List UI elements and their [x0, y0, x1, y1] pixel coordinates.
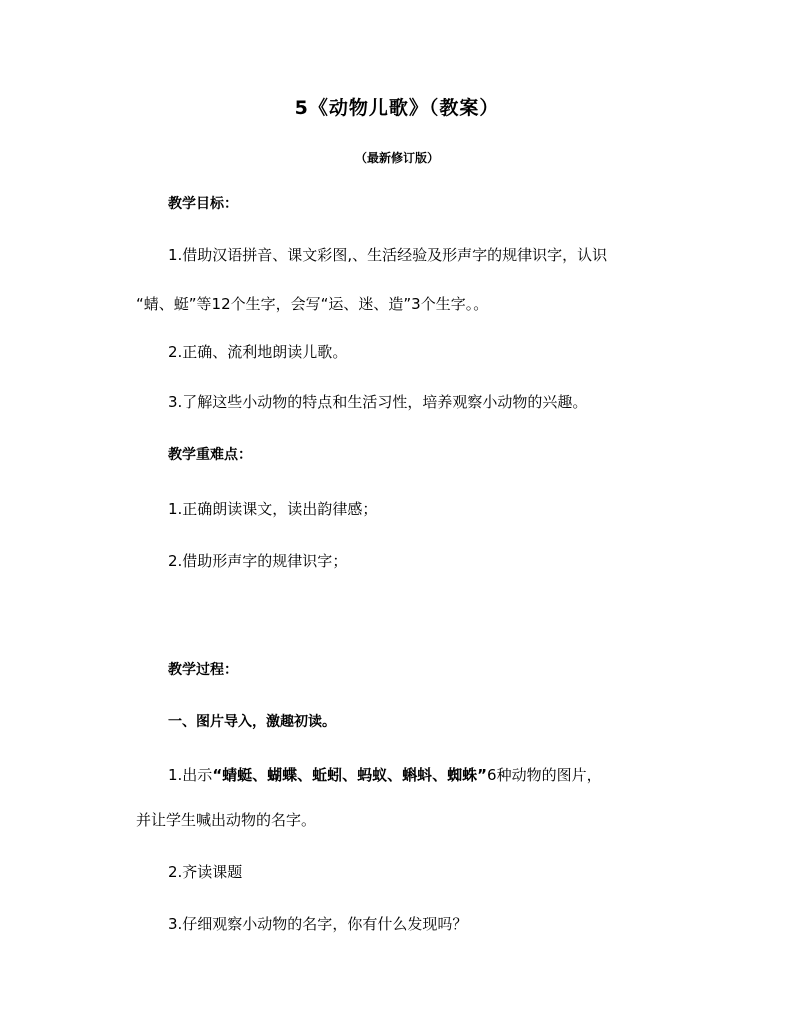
section-1-heading: 一、图片导入，激趣初读。: [168, 714, 336, 730]
step-1-line1: [168, 765, 602, 785]
step-1-prefix: 1.出示: [168, 766, 213, 784]
step-1-suffix: 6种动物的图片，: [487, 766, 602, 784]
difficulty-heading: 教学重难点：: [168, 447, 252, 463]
difficulty-1: 1.正确朗读课文，读出韵律感；: [168, 500, 378, 518]
document-title: 5《动物儿歌》（教案）: [294, 97, 500, 119]
process-heading: 教学过程：: [168, 662, 238, 678]
step-3: 3.仔细观察小动物的名字，你有什么发现吗？: [168, 915, 468, 933]
goal-3: 3.了解这些小动物的特点和生活习性，培养观察小动物的兴趣。: [168, 393, 588, 411]
step-1-line2: 并让学生喊出动物的名字。: [136, 811, 317, 829]
step-1-animals: “蜻蜓、蝴蝶、蚯蚓、蚂蚁、蝌蚪、蜘蛛”: [212, 766, 488, 784]
difficulty-2: 2.借助形声字的规律识字；: [168, 552, 348, 570]
goal-1-line2: “蜻、蜓”等12个生字，会写“运、迷、造”3个生字。。: [136, 295, 489, 313]
document-subtitle: （最新修订版）: [354, 151, 439, 165]
goal-1-line1: 1.借助汉语拼音、课文彩图,、生活经验及形声字的规律识字，认识: [168, 246, 608, 264]
goals-heading: 教学目标：: [168, 196, 238, 212]
step-2: 2.齐读课题: [168, 863, 243, 881]
goal-2: 2.正确、流利地朗读儿歌。: [168, 343, 348, 361]
